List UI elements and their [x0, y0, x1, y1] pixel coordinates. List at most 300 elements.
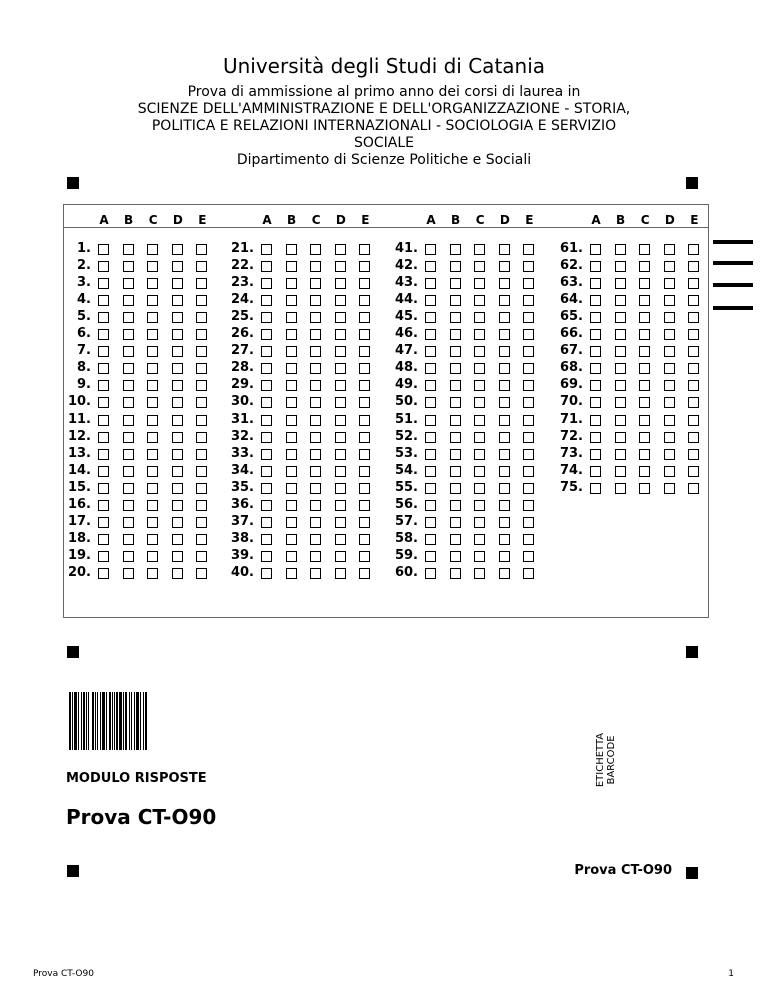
answer-checkbox-b[interactable]: [286, 500, 297, 511]
answer-checkbox-b[interactable]: [450, 346, 461, 357]
answer-checkbox-b[interactable]: [286, 432, 297, 443]
answer-checkbox-a[interactable]: [590, 380, 601, 391]
answer-checkbox-a[interactable]: [425, 500, 436, 511]
answer-checkbox-e[interactable]: [196, 312, 207, 323]
answer-checkbox-d[interactable]: [664, 278, 675, 289]
answer-checkbox-d[interactable]: [172, 500, 183, 511]
answer-checkbox-d[interactable]: [335, 568, 346, 579]
answer-checkbox-e[interactable]: [359, 397, 370, 408]
answer-checkbox-d[interactable]: [664, 466, 675, 477]
answer-checkbox-b[interactable]: [615, 449, 626, 460]
answer-checkbox-d[interactable]: [335, 261, 346, 272]
answer-checkbox-e[interactable]: [523, 415, 534, 426]
answer-checkbox-e[interactable]: [688, 346, 699, 357]
answer-checkbox-d[interactable]: [335, 295, 346, 306]
answer-checkbox-b[interactable]: [286, 397, 297, 408]
answer-checkbox-c[interactable]: [147, 278, 158, 289]
answer-checkbox-b[interactable]: [123, 483, 134, 494]
answer-checkbox-c[interactable]: [639, 363, 650, 374]
answer-checkbox-d[interactable]: [172, 483, 183, 494]
answer-checkbox-b[interactable]: [615, 415, 626, 426]
answer-checkbox-b[interactable]: [123, 534, 134, 545]
answer-checkbox-c[interactable]: [310, 500, 321, 511]
answer-checkbox-a[interactable]: [261, 397, 272, 408]
answer-checkbox-a[interactable]: [261, 534, 272, 545]
answer-checkbox-d[interactable]: [335, 449, 346, 460]
answer-checkbox-b[interactable]: [615, 312, 626, 323]
answer-checkbox-a[interactable]: [425, 329, 436, 340]
answer-checkbox-e[interactable]: [359, 380, 370, 391]
answer-checkbox-d[interactable]: [335, 551, 346, 562]
answer-checkbox-c[interactable]: [147, 346, 158, 357]
answer-checkbox-a[interactable]: [425, 363, 436, 374]
answer-checkbox-d[interactable]: [172, 261, 183, 272]
answer-checkbox-e[interactable]: [359, 244, 370, 255]
answer-checkbox-e[interactable]: [196, 483, 207, 494]
answer-checkbox-b[interactable]: [286, 449, 297, 460]
answer-checkbox-a[interactable]: [590, 295, 601, 306]
answer-checkbox-e[interactable]: [196, 346, 207, 357]
answer-checkbox-e[interactable]: [359, 534, 370, 545]
answer-checkbox-a[interactable]: [425, 415, 436, 426]
answer-checkbox-a[interactable]: [261, 363, 272, 374]
answer-checkbox-b[interactable]: [123, 363, 134, 374]
answer-checkbox-d[interactable]: [664, 432, 675, 443]
answer-checkbox-c[interactable]: [310, 329, 321, 340]
answer-checkbox-d[interactable]: [664, 346, 675, 357]
answer-checkbox-c[interactable]: [639, 466, 650, 477]
answer-checkbox-b[interactable]: [450, 312, 461, 323]
answer-checkbox-c[interactable]: [310, 397, 321, 408]
answer-checkbox-d[interactable]: [172, 466, 183, 477]
answer-checkbox-e[interactable]: [196, 244, 207, 255]
answer-checkbox-a[interactable]: [98, 329, 109, 340]
answer-checkbox-a[interactable]: [261, 466, 272, 477]
answer-checkbox-e[interactable]: [523, 568, 534, 579]
answer-checkbox-a[interactable]: [590, 346, 601, 357]
answer-checkbox-e[interactable]: [688, 432, 699, 443]
answer-checkbox-e[interactable]: [196, 432, 207, 443]
answer-checkbox-d[interactable]: [664, 397, 675, 408]
answer-checkbox-e[interactable]: [688, 363, 699, 374]
answer-checkbox-a[interactable]: [98, 380, 109, 391]
answer-checkbox-b[interactable]: [286, 551, 297, 562]
answer-checkbox-c[interactable]: [639, 432, 650, 443]
answer-checkbox-a[interactable]: [261, 380, 272, 391]
answer-checkbox-e[interactable]: [196, 500, 207, 511]
answer-checkbox-c[interactable]: [310, 449, 321, 460]
answer-checkbox-a[interactable]: [590, 312, 601, 323]
answer-checkbox-b[interactable]: [450, 397, 461, 408]
answer-checkbox-c[interactable]: [147, 363, 158, 374]
answer-checkbox-a[interactable]: [98, 278, 109, 289]
answer-checkbox-d[interactable]: [499, 568, 510, 579]
answer-checkbox-a[interactable]: [590, 432, 601, 443]
answer-checkbox-b[interactable]: [123, 466, 134, 477]
answer-checkbox-b[interactable]: [615, 329, 626, 340]
answer-checkbox-a[interactable]: [261, 517, 272, 528]
answer-checkbox-d[interactable]: [664, 449, 675, 460]
answer-checkbox-a[interactable]: [98, 363, 109, 374]
answer-checkbox-c[interactable]: [310, 432, 321, 443]
answer-checkbox-c[interactable]: [310, 551, 321, 562]
answer-checkbox-c[interactable]: [474, 449, 485, 460]
answer-checkbox-d[interactable]: [664, 363, 675, 374]
answer-checkbox-a[interactable]: [425, 432, 436, 443]
answer-checkbox-b[interactable]: [615, 261, 626, 272]
answer-checkbox-b[interactable]: [615, 278, 626, 289]
answer-checkbox-c[interactable]: [474, 261, 485, 272]
answer-checkbox-c[interactable]: [147, 534, 158, 545]
answer-checkbox-e[interactable]: [523, 432, 534, 443]
answer-checkbox-a[interactable]: [261, 483, 272, 494]
answer-checkbox-a[interactable]: [261, 346, 272, 357]
answer-checkbox-c[interactable]: [310, 380, 321, 391]
answer-checkbox-d[interactable]: [172, 312, 183, 323]
answer-checkbox-e[interactable]: [359, 415, 370, 426]
answer-checkbox-a[interactable]: [425, 466, 436, 477]
answer-checkbox-d[interactable]: [335, 312, 346, 323]
answer-checkbox-e[interactable]: [523, 397, 534, 408]
answer-checkbox-e[interactable]: [196, 466, 207, 477]
answer-checkbox-c[interactable]: [147, 449, 158, 460]
answer-checkbox-d[interactable]: [335, 380, 346, 391]
answer-checkbox-b[interactable]: [450, 295, 461, 306]
answer-checkbox-c[interactable]: [147, 295, 158, 306]
answer-checkbox-b[interactable]: [286, 363, 297, 374]
answer-checkbox-e[interactable]: [688, 329, 699, 340]
answer-checkbox-a[interactable]: [98, 534, 109, 545]
answer-checkbox-c[interactable]: [310, 346, 321, 357]
answer-checkbox-d[interactable]: [335, 517, 346, 528]
answer-checkbox-b[interactable]: [450, 483, 461, 494]
answer-checkbox-c[interactable]: [474, 380, 485, 391]
answer-checkbox-b[interactable]: [450, 329, 461, 340]
answer-checkbox-c[interactable]: [639, 329, 650, 340]
answer-checkbox-b[interactable]: [615, 432, 626, 443]
answer-checkbox-c[interactable]: [147, 551, 158, 562]
answer-checkbox-d[interactable]: [172, 363, 183, 374]
answer-checkbox-b[interactable]: [450, 517, 461, 528]
answer-checkbox-a[interactable]: [261, 500, 272, 511]
answer-checkbox-e[interactable]: [523, 466, 534, 477]
answer-checkbox-b[interactable]: [450, 551, 461, 562]
answer-checkbox-c[interactable]: [474, 500, 485, 511]
answer-checkbox-a[interactable]: [98, 568, 109, 579]
answer-checkbox-c[interactable]: [639, 261, 650, 272]
answer-checkbox-a[interactable]: [425, 346, 436, 357]
answer-checkbox-a[interactable]: [261, 551, 272, 562]
answer-checkbox-a[interactable]: [98, 397, 109, 408]
answer-checkbox-d[interactable]: [499, 329, 510, 340]
answer-checkbox-a[interactable]: [261, 449, 272, 460]
answer-checkbox-b[interactable]: [450, 244, 461, 255]
answer-checkbox-a[interactable]: [425, 517, 436, 528]
answer-checkbox-b[interactable]: [286, 244, 297, 255]
answer-checkbox-d[interactable]: [172, 568, 183, 579]
answer-checkbox-c[interactable]: [474, 432, 485, 443]
answer-checkbox-b[interactable]: [450, 363, 461, 374]
answer-checkbox-c[interactable]: [639, 449, 650, 460]
answer-checkbox-c[interactable]: [147, 500, 158, 511]
answer-checkbox-c[interactable]: [147, 329, 158, 340]
answer-checkbox-a[interactable]: [261, 415, 272, 426]
answer-checkbox-b[interactable]: [123, 380, 134, 391]
answer-checkbox-d[interactable]: [499, 346, 510, 357]
answer-checkbox-a[interactable]: [590, 363, 601, 374]
answer-checkbox-e[interactable]: [688, 466, 699, 477]
answer-checkbox-c[interactable]: [310, 568, 321, 579]
answer-checkbox-c[interactable]: [474, 278, 485, 289]
answer-checkbox-a[interactable]: [98, 449, 109, 460]
answer-checkbox-d[interactable]: [499, 397, 510, 408]
answer-checkbox-d[interactable]: [499, 432, 510, 443]
answer-checkbox-a[interactable]: [425, 295, 436, 306]
answer-checkbox-d[interactable]: [664, 244, 675, 255]
answer-checkbox-e[interactable]: [688, 244, 699, 255]
answer-checkbox-c[interactable]: [310, 415, 321, 426]
answer-checkbox-c[interactable]: [474, 517, 485, 528]
answer-checkbox-e[interactable]: [196, 449, 207, 460]
answer-checkbox-e[interactable]: [359, 363, 370, 374]
answer-checkbox-e[interactable]: [523, 551, 534, 562]
answer-checkbox-e[interactable]: [523, 483, 534, 494]
answer-checkbox-a[interactable]: [590, 261, 601, 272]
answer-checkbox-e[interactable]: [523, 261, 534, 272]
answer-checkbox-b[interactable]: [450, 568, 461, 579]
answer-checkbox-c[interactable]: [147, 312, 158, 323]
answer-checkbox-a[interactable]: [590, 278, 601, 289]
answer-checkbox-d[interactable]: [499, 278, 510, 289]
answer-checkbox-d[interactable]: [499, 483, 510, 494]
answer-checkbox-b[interactable]: [450, 278, 461, 289]
answer-checkbox-c[interactable]: [474, 534, 485, 545]
answer-checkbox-d[interactable]: [172, 397, 183, 408]
answer-checkbox-c[interactable]: [310, 261, 321, 272]
answer-checkbox-d[interactable]: [664, 329, 675, 340]
answer-checkbox-b[interactable]: [286, 466, 297, 477]
answer-checkbox-b[interactable]: [450, 432, 461, 443]
answer-checkbox-a[interactable]: [261, 432, 272, 443]
answer-checkbox-e[interactable]: [359, 568, 370, 579]
answer-checkbox-a[interactable]: [98, 261, 109, 272]
answer-checkbox-a[interactable]: [261, 278, 272, 289]
answer-checkbox-a[interactable]: [425, 483, 436, 494]
answer-checkbox-c[interactable]: [639, 483, 650, 494]
answer-checkbox-a[interactable]: [590, 244, 601, 255]
answer-checkbox-b[interactable]: [123, 500, 134, 511]
answer-checkbox-d[interactable]: [172, 432, 183, 443]
answer-checkbox-b[interactable]: [615, 483, 626, 494]
answer-checkbox-e[interactable]: [359, 449, 370, 460]
answer-checkbox-a[interactable]: [261, 568, 272, 579]
answer-checkbox-d[interactable]: [499, 517, 510, 528]
answer-checkbox-e[interactable]: [196, 568, 207, 579]
answer-checkbox-b[interactable]: [450, 500, 461, 511]
answer-checkbox-e[interactable]: [688, 415, 699, 426]
answer-checkbox-d[interactable]: [172, 346, 183, 357]
answer-checkbox-d[interactable]: [335, 397, 346, 408]
answer-checkbox-e[interactable]: [688, 483, 699, 494]
answer-checkbox-d[interactable]: [172, 278, 183, 289]
answer-checkbox-b[interactable]: [123, 244, 134, 255]
answer-checkbox-b[interactable]: [123, 517, 134, 528]
answer-checkbox-a[interactable]: [98, 244, 109, 255]
answer-checkbox-e[interactable]: [196, 329, 207, 340]
answer-checkbox-b[interactable]: [615, 244, 626, 255]
answer-checkbox-e[interactable]: [196, 295, 207, 306]
answer-checkbox-b[interactable]: [286, 346, 297, 357]
answer-checkbox-e[interactable]: [523, 244, 534, 255]
answer-checkbox-d[interactable]: [335, 329, 346, 340]
answer-checkbox-a[interactable]: [98, 432, 109, 443]
answer-checkbox-a[interactable]: [261, 312, 272, 323]
answer-checkbox-b[interactable]: [450, 261, 461, 272]
answer-checkbox-c[interactable]: [639, 346, 650, 357]
answer-checkbox-e[interactable]: [688, 397, 699, 408]
answer-checkbox-e[interactable]: [196, 415, 207, 426]
answer-checkbox-d[interactable]: [335, 244, 346, 255]
answer-checkbox-b[interactable]: [123, 432, 134, 443]
answer-checkbox-a[interactable]: [590, 415, 601, 426]
answer-checkbox-c[interactable]: [310, 466, 321, 477]
answer-checkbox-b[interactable]: [450, 380, 461, 391]
answer-checkbox-c[interactable]: [310, 244, 321, 255]
answer-checkbox-d[interactable]: [499, 312, 510, 323]
answer-checkbox-c[interactable]: [639, 397, 650, 408]
answer-checkbox-d[interactable]: [172, 380, 183, 391]
answer-checkbox-a[interactable]: [425, 278, 436, 289]
answer-checkbox-d[interactable]: [499, 244, 510, 255]
answer-checkbox-c[interactable]: [147, 380, 158, 391]
answer-checkbox-b[interactable]: [123, 295, 134, 306]
answer-checkbox-e[interactable]: [523, 380, 534, 391]
answer-checkbox-e[interactable]: [523, 449, 534, 460]
answer-checkbox-c[interactable]: [474, 415, 485, 426]
answer-checkbox-e[interactable]: [196, 261, 207, 272]
answer-checkbox-e[interactable]: [688, 312, 699, 323]
answer-checkbox-d[interactable]: [335, 500, 346, 511]
answer-checkbox-a[interactable]: [98, 415, 109, 426]
answer-checkbox-e[interactable]: [523, 312, 534, 323]
answer-checkbox-d[interactable]: [499, 295, 510, 306]
answer-checkbox-e[interactable]: [359, 329, 370, 340]
answer-checkbox-c[interactable]: [147, 483, 158, 494]
answer-checkbox-c[interactable]: [310, 363, 321, 374]
answer-checkbox-d[interactable]: [335, 346, 346, 357]
answer-checkbox-e[interactable]: [196, 380, 207, 391]
answer-checkbox-e[interactable]: [523, 500, 534, 511]
answer-checkbox-b[interactable]: [123, 415, 134, 426]
answer-checkbox-b[interactable]: [123, 551, 134, 562]
answer-checkbox-b[interactable]: [615, 397, 626, 408]
answer-checkbox-d[interactable]: [664, 415, 675, 426]
answer-checkbox-d[interactable]: [172, 449, 183, 460]
answer-checkbox-e[interactable]: [523, 295, 534, 306]
answer-checkbox-a[interactable]: [261, 244, 272, 255]
answer-checkbox-b[interactable]: [286, 312, 297, 323]
answer-checkbox-b[interactable]: [123, 449, 134, 460]
answer-checkbox-a[interactable]: [425, 380, 436, 391]
answer-checkbox-a[interactable]: [425, 397, 436, 408]
answer-checkbox-e[interactable]: [359, 261, 370, 272]
answer-checkbox-a[interactable]: [98, 500, 109, 511]
answer-checkbox-b[interactable]: [286, 517, 297, 528]
answer-checkbox-d[interactable]: [499, 449, 510, 460]
answer-checkbox-c[interactable]: [474, 466, 485, 477]
answer-checkbox-d[interactable]: [664, 295, 675, 306]
answer-checkbox-e[interactable]: [359, 517, 370, 528]
answer-checkbox-b[interactable]: [286, 534, 297, 545]
answer-checkbox-d[interactable]: [499, 466, 510, 477]
answer-checkbox-e[interactable]: [196, 363, 207, 374]
answer-checkbox-c[interactable]: [147, 517, 158, 528]
answer-checkbox-a[interactable]: [425, 261, 436, 272]
answer-checkbox-a[interactable]: [98, 295, 109, 306]
answer-checkbox-b[interactable]: [615, 295, 626, 306]
answer-checkbox-a[interactable]: [425, 244, 436, 255]
answer-checkbox-c[interactable]: [147, 261, 158, 272]
answer-checkbox-d[interactable]: [499, 534, 510, 545]
answer-checkbox-c[interactable]: [147, 415, 158, 426]
answer-checkbox-a[interactable]: [98, 551, 109, 562]
answer-checkbox-d[interactable]: [335, 278, 346, 289]
answer-checkbox-d[interactable]: [172, 517, 183, 528]
answer-checkbox-a[interactable]: [425, 312, 436, 323]
answer-checkbox-c[interactable]: [639, 244, 650, 255]
answer-checkbox-e[interactable]: [359, 432, 370, 443]
answer-checkbox-e[interactable]: [359, 312, 370, 323]
answer-checkbox-d[interactable]: [499, 363, 510, 374]
answer-checkbox-b[interactable]: [123, 346, 134, 357]
answer-checkbox-b[interactable]: [123, 312, 134, 323]
answer-checkbox-d[interactable]: [499, 380, 510, 391]
answer-checkbox-a[interactable]: [98, 483, 109, 494]
answer-checkbox-e[interactable]: [523, 278, 534, 289]
answer-checkbox-a[interactable]: [425, 449, 436, 460]
answer-checkbox-e[interactable]: [359, 466, 370, 477]
answer-checkbox-e[interactable]: [523, 534, 534, 545]
answer-checkbox-d[interactable]: [664, 380, 675, 391]
answer-checkbox-c[interactable]: [474, 568, 485, 579]
answer-checkbox-b[interactable]: [123, 329, 134, 340]
answer-checkbox-e[interactable]: [523, 346, 534, 357]
answer-checkbox-b[interactable]: [450, 466, 461, 477]
answer-checkbox-c[interactable]: [147, 466, 158, 477]
answer-checkbox-e[interactable]: [359, 551, 370, 562]
answer-checkbox-c[interactable]: [310, 312, 321, 323]
answer-checkbox-e[interactable]: [688, 278, 699, 289]
answer-checkbox-b[interactable]: [615, 363, 626, 374]
answer-checkbox-d[interactable]: [172, 551, 183, 562]
answer-checkbox-c[interactable]: [147, 432, 158, 443]
answer-checkbox-c[interactable]: [147, 244, 158, 255]
answer-checkbox-c[interactable]: [474, 363, 485, 374]
answer-checkbox-e[interactable]: [523, 329, 534, 340]
answer-checkbox-c[interactable]: [474, 244, 485, 255]
answer-checkbox-c[interactable]: [474, 329, 485, 340]
answer-checkbox-b[interactable]: [615, 380, 626, 391]
answer-checkbox-e[interactable]: [359, 295, 370, 306]
answer-checkbox-e[interactable]: [688, 295, 699, 306]
answer-checkbox-b[interactable]: [286, 415, 297, 426]
answer-checkbox-a[interactable]: [261, 261, 272, 272]
answer-checkbox-b[interactable]: [615, 346, 626, 357]
answer-checkbox-c[interactable]: [474, 483, 485, 494]
answer-checkbox-d[interactable]: [664, 483, 675, 494]
answer-checkbox-d[interactable]: [664, 312, 675, 323]
answer-checkbox-e[interactable]: [688, 449, 699, 460]
